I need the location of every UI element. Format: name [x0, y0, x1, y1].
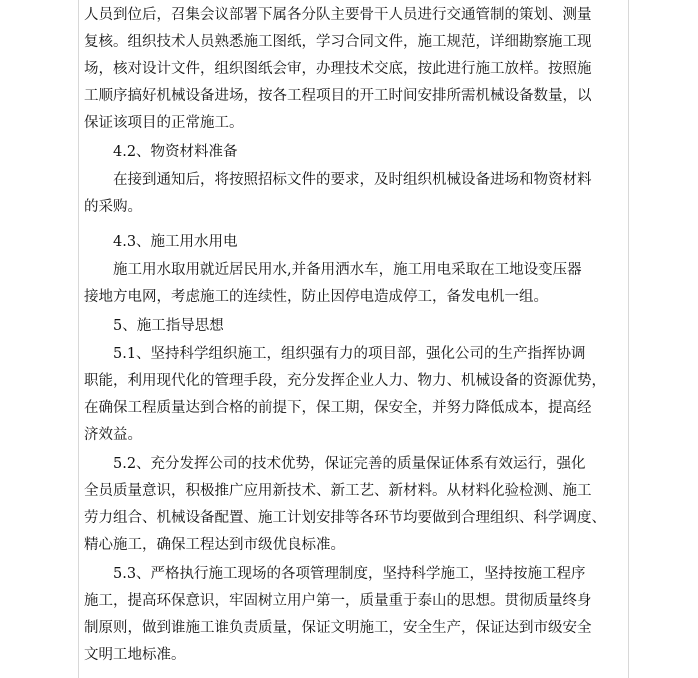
text-line: 工顺序搞好机械设备进场，按各工程项目的开工时间安排所需机械设备数量，以 [84, 88, 592, 104]
right-margin-rule [628, 0, 629, 678]
text-line: 在确保工程质量达到合格的前提下，保工期，保安全，并努力降低成本，提高经 [84, 400, 592, 416]
text-line: 5.1、坚持科学组织施工，组织强有力的项目部，强化公司的生产指挥协调 [113, 346, 586, 362]
text-line: 复核。组织技术人员熟悉施工图纸，学习合同文件，施工规范，详细勘察施工现 [84, 34, 592, 50]
text-line: 保证该项目的正常施工。 [84, 115, 244, 131]
left-margin-rule [78, 0, 79, 678]
text-line: 精心施工，确保工程达到市级优良标准。 [84, 537, 345, 553]
paragraph-4-2 [84, 167, 614, 221]
heading-4-3: 4.3、施工用水用电 [113, 234, 238, 250]
text-line: 制原则，做到谁施工谁负责质量，保证文明施工，安全生产，保证达到市级安全 [84, 620, 592, 636]
heading-4-2: 4.2、物资材料准备 [113, 144, 238, 160]
text-line: 的采购。 [84, 199, 142, 215]
text-line: 在接到通知后，将按照招标文件的要求，及时组织机械设备进场和物资材料 [113, 172, 592, 188]
paragraph-5-1 [84, 341, 614, 449]
text-line: 人员到位后，召集会议部署下属各分队主要骨干人员进行交通管制的策划、测量 [84, 7, 592, 23]
text-line: 场，核对设计文件，组织图纸会审，办理技术交底，按此进行施工放样。按照施 [84, 61, 592, 77]
paragraph-5-3 [84, 561, 614, 669]
text-line: 施工用水取用就近居民用水,并备用洒水车，施工用电采取在工地设变压器 [113, 262, 582, 278]
text-line: 5.2、充分发挥公司的技术优势，保证完善的质量保证体系有效运行，强化 [113, 456, 586, 472]
paragraph-4-3 [84, 257, 614, 311]
text-line: 接地方电网，考虑施工的连续性，防止因停电造成停工，备发电机一组。 [84, 289, 548, 305]
paragraph-5-2 [84, 451, 614, 559]
document-body [84, 2, 614, 669]
text-line: 施工，提高环保意识，牢固树立用户第一，质量重于泰山的思想。贯彻质量终身 [84, 593, 592, 609]
text-line: 济效益。 [84, 427, 142, 443]
text-line: 全员质量意识，积极推广应用新技术、新工艺、新材料。从材料化验检测、施工 [84, 483, 592, 499]
heading-5: 5、施工指导思想 [113, 318, 224, 334]
text-line: 5.3、严格执行施工现场的各项管理制度，坚持科学施工，坚持按施工程序 [113, 566, 586, 582]
text-line: 文明工地标准。 [84, 647, 186, 663]
paragraph-site-preparation [84, 2, 614, 137]
text-line: 劳力组合、机械设备配置、施工计划安排等各环节均要做到合理组织、科学调度、 [84, 510, 606, 526]
text-line: 职能，利用现代化的管理手段，充分发挥企业人力、物力、机械设备的资源优势， [84, 373, 606, 389]
